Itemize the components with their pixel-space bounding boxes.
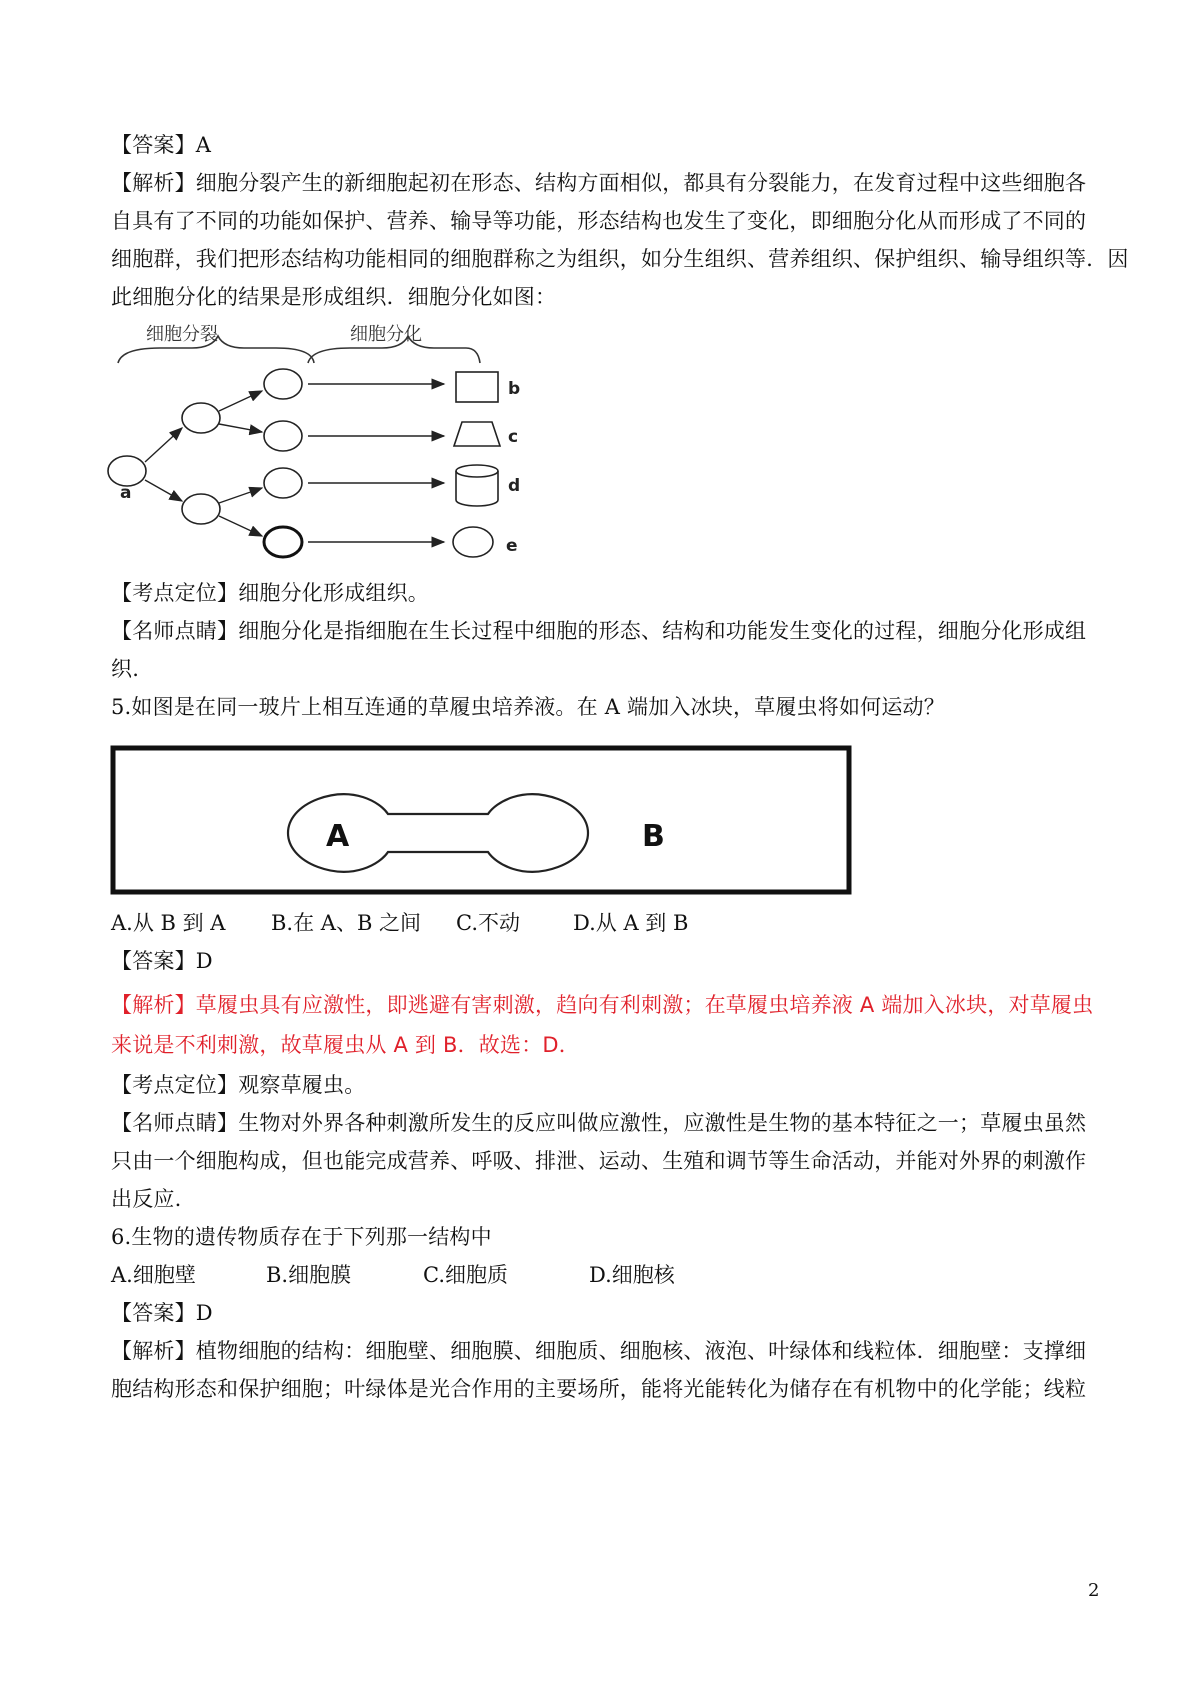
label-a: a bbox=[120, 483, 132, 503]
cell-upper bbox=[182, 403, 220, 433]
q4-analysis-line-2: 自具有了不同的功能如保护、营养、输导等功能，形态结构也发生了变化，即细胞分化从而形成了不同的 bbox=[111, 209, 1087, 233]
q6-question: 6.生物的遗传物质存在于下列那一结构中 bbox=[111, 1225, 492, 1249]
shape-b bbox=[456, 372, 498, 402]
label-c: c bbox=[508, 427, 519, 447]
q6-option-b: B.细胞膜 bbox=[266, 1263, 352, 1287]
q4-answer: 【答案】A bbox=[111, 133, 212, 157]
cell-1 bbox=[264, 369, 302, 399]
label-e: e bbox=[506, 536, 518, 556]
label-differentiation: 细胞分化 bbox=[350, 324, 422, 345]
cell-differentiation-diagram bbox=[100, 318, 540, 568]
label-slide-b: B bbox=[642, 819, 665, 854]
q6-option-d: D.细胞核 bbox=[589, 1263, 675, 1287]
q5-option-c: C.不动 bbox=[456, 911, 520, 935]
q4-analysis-line-3: 细胞群，我们把形态结构功能相同的细胞群称之为组织，如分生组织、营养组织、保护组织、输导组织等．因 bbox=[111, 247, 1129, 271]
q4-analysis-line-4: 此细胞分化的结果是形成组织．细胞分化如图： bbox=[111, 285, 557, 309]
q4-tips-line-2: 织. bbox=[111, 657, 140, 681]
q5-options bbox=[111, 908, 811, 938]
q5-tips-line-1: 【名师点睛】生物对外界各种刺激所发生的反应叫做应激性，应激性是生物的基本特征之一；草履虫虽然 bbox=[111, 1111, 1087, 1135]
label-division: 细胞分裂 bbox=[146, 324, 218, 345]
label-b: b bbox=[508, 379, 521, 399]
q4-tips-line-1: 【名师点睛】细胞分化是指细胞在生长过程中细胞的形态、结构和功能发生变化的过程，细胞分化形成组 bbox=[111, 619, 1087, 643]
q5-question: 5.如图是在同一玻片上相互连通的草履虫培养液。在 A 端加入冰块，草履虫将如何运动？ bbox=[111, 695, 945, 719]
cell-lower bbox=[182, 494, 220, 524]
q6-option-a: A.细胞壁 bbox=[111, 1263, 196, 1287]
paramecium-slide-diagram bbox=[108, 742, 856, 898]
q6-answer: 【答案】D bbox=[111, 1301, 213, 1325]
page-number: 2 bbox=[1088, 1580, 1100, 1601]
glass-slide bbox=[113, 748, 849, 892]
cell-4 bbox=[264, 527, 302, 557]
cell-a bbox=[108, 456, 146, 486]
shape-c bbox=[454, 422, 500, 446]
cell-2 bbox=[264, 421, 302, 451]
q5-tips-line-3: 出反应. bbox=[111, 1187, 182, 1211]
q5-analysis-line-2: 来说是不利刺激，故草履虫从 A 到 B．故选：D． bbox=[111, 1033, 580, 1057]
label-d: d bbox=[508, 476, 521, 496]
q4-analysis-line-1: 【解析】细胞分裂产生的新细胞起初在形态、结构方面相似，都具有分裂能力，在发育过程中这些细胞各 bbox=[111, 171, 1087, 195]
label-slide-a: A bbox=[326, 819, 350, 854]
q6-analysis-line-1: 【解析】植物细胞的结构：细胞壁、细胞膜、细胞质、细胞核、液泡、叶绿体和线粒体．细胞壁：支撑细 bbox=[111, 1339, 1087, 1363]
shape-d bbox=[456, 465, 498, 506]
q5-analysis-line-1: 【解析】草履虫具有应激性，即逃避有害刺激，趋向有利刺激；在草履虫培养液 A 端加入冰块，对草履虫 bbox=[111, 993, 1094, 1017]
q5-answer: 【答案】D bbox=[111, 949, 213, 973]
q5-tips-line-2: 只由一个细胞构成，但也能完成营养、呼吸、排泄、运动、生殖和调节等生命活动，并能对外界的刺激作 bbox=[111, 1149, 1087, 1173]
q5-option-d: D.从 A 到 B bbox=[573, 911, 689, 935]
q5-option-a: A.从 B 到 A bbox=[111, 911, 226, 935]
q4-point: 【考点定位】细胞分化形成组织。 bbox=[111, 581, 429, 605]
cell-3 bbox=[264, 468, 302, 498]
q6-option-c: C.细胞质 bbox=[423, 1263, 508, 1287]
q5-point: 【考点定位】观察草履虫。 bbox=[111, 1073, 366, 1097]
shape-e bbox=[453, 527, 493, 557]
q5-option-b: B.在 A、B 之间 bbox=[271, 911, 422, 935]
q6-analysis-line-2: 胞结构形态和保护细胞；叶绿体是光合作用的主要场所，能将光能转化为储存在有机物中的化学能；线粒 bbox=[111, 1377, 1087, 1401]
q6-options bbox=[111, 1260, 811, 1290]
